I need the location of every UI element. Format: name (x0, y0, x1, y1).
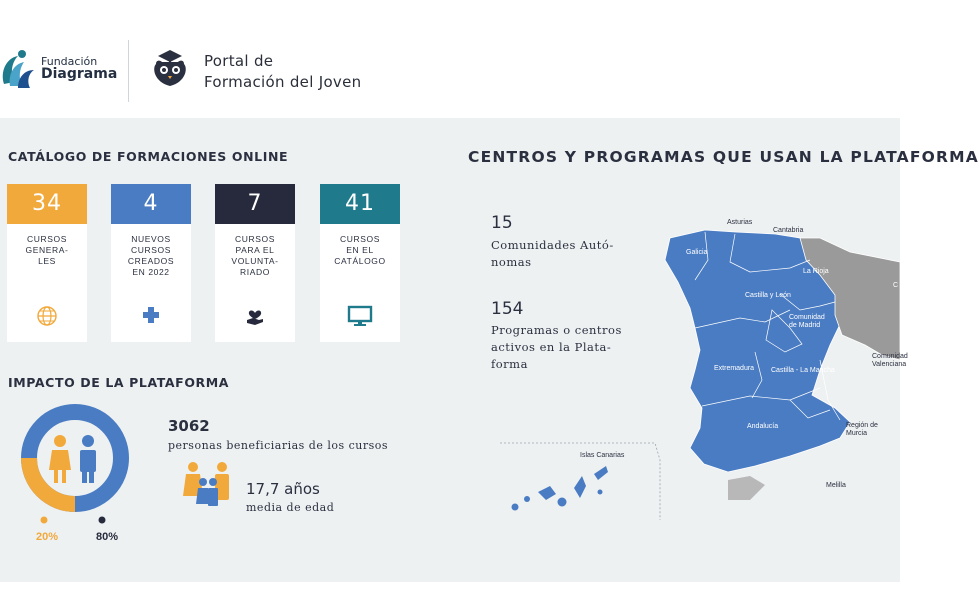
male-percentage: 80% (96, 531, 119, 543)
communities-label-line2: nomas (491, 255, 532, 269)
map-label-galicia: Galicia (686, 249, 708, 256)
plus-icon (111, 304, 191, 331)
card-label: NUEVOS CURSOS CREADOS EN 2022 (127, 234, 175, 277)
card-value: 41 (320, 184, 400, 224)
card-general-courses (7, 184, 87, 342)
card-label: CURSOS EN EL CATÁLOGO (334, 234, 386, 266)
programs-label-line3: forma (491, 357, 528, 371)
communities-label-line1: Comunidades Autó- (491, 238, 614, 252)
map-label-cantabria: Cantabria (773, 227, 804, 234)
family-icon (183, 460, 235, 512)
org-name-line1: Fundación (41, 55, 98, 68)
map-label-melilla: Melilla (826, 482, 846, 489)
beneficiaries-label: personas beneficiarias de los cursos (168, 439, 389, 452)
female-percentage: 20% (36, 531, 59, 543)
portal-title-line1: Portal de (204, 52, 274, 70)
spain-map (490, 210, 900, 540)
map-canary-islands (512, 466, 609, 511)
card-label: CURSOS PARA EL VOLUNTA- RIADO (231, 234, 279, 277)
map-label-la-rioja: La Rioja (803, 268, 829, 275)
map-label-andalucia: Andalucía (747, 423, 779, 430)
map-label-castilla-leon: Castilla y León (745, 292, 791, 299)
map-label-madrid-line1: Comunidad (789, 314, 825, 321)
map-label-cataluna: C (893, 282, 899, 289)
org-name (41, 55, 117, 81)
centers-title: CENTROS Y PROGRAMAS QUE USAN LA PLATAFORMA (468, 148, 979, 166)
card-value: 34 (7, 184, 87, 224)
map-label-asturias: Asturias (727, 219, 753, 226)
card-label: CURSOS GENERA- LES (25, 234, 69, 266)
catalog-title: CATÁLOGO DE FORMACIONES ONLINE (8, 149, 289, 164)
programs-label-line1: Programas o centros (491, 323, 622, 337)
female-figure-icon (49, 435, 71, 483)
map-label-murcia-line2: Murcia (846, 430, 868, 437)
org-name-line2: Diagrama (41, 66, 118, 82)
map-label-madrid-line2: de Madrid (789, 322, 821, 329)
monitor-icon (320, 304, 400, 333)
header (0, 0, 900, 118)
programs-value: 154 (491, 299, 524, 319)
map-label-valencia-line2: Valenciana (872, 361, 907, 368)
map-north-africa (728, 476, 765, 500)
map-label-canarias: Islas Canarias (580, 452, 625, 459)
card-volunteer-courses (215, 184, 295, 342)
beneficiaries-value: 3062 (168, 417, 210, 435)
map-label-murcia-line1: Región de (846, 422, 878, 429)
age-label: media de edad (246, 501, 335, 514)
impact-title: IMPACTO DE LA PLATAFORMA (8, 375, 230, 390)
female-legend-dot (40, 516, 48, 524)
card-catalog-courses (320, 184, 400, 342)
map-label-castilla-mancha: Castilla - La Mancha (771, 367, 835, 374)
card-value: 7 (215, 184, 295, 224)
programs-label-line2: activos en la Plata- (491, 340, 612, 354)
gender-donut-chart (21, 404, 129, 512)
portal-title (204, 51, 361, 93)
card-new-courses (111, 184, 191, 342)
owl-mascot-icon (150, 46, 190, 90)
map-label-valencia-line1: Comunidad (872, 353, 908, 360)
heart-hand-icon (215, 304, 295, 333)
male-figure-icon (80, 435, 96, 483)
communities-value: 15 (491, 213, 513, 233)
globe-icon (7, 304, 87, 333)
age-value: 17,7 años (246, 480, 320, 498)
card-value: 4 (111, 184, 191, 224)
male-legend-dot (98, 516, 106, 524)
header-divider (128, 40, 129, 102)
map-label-extremadura: Extremadura (714, 365, 755, 372)
portal-title-line2: Formación del Joven (204, 73, 362, 91)
